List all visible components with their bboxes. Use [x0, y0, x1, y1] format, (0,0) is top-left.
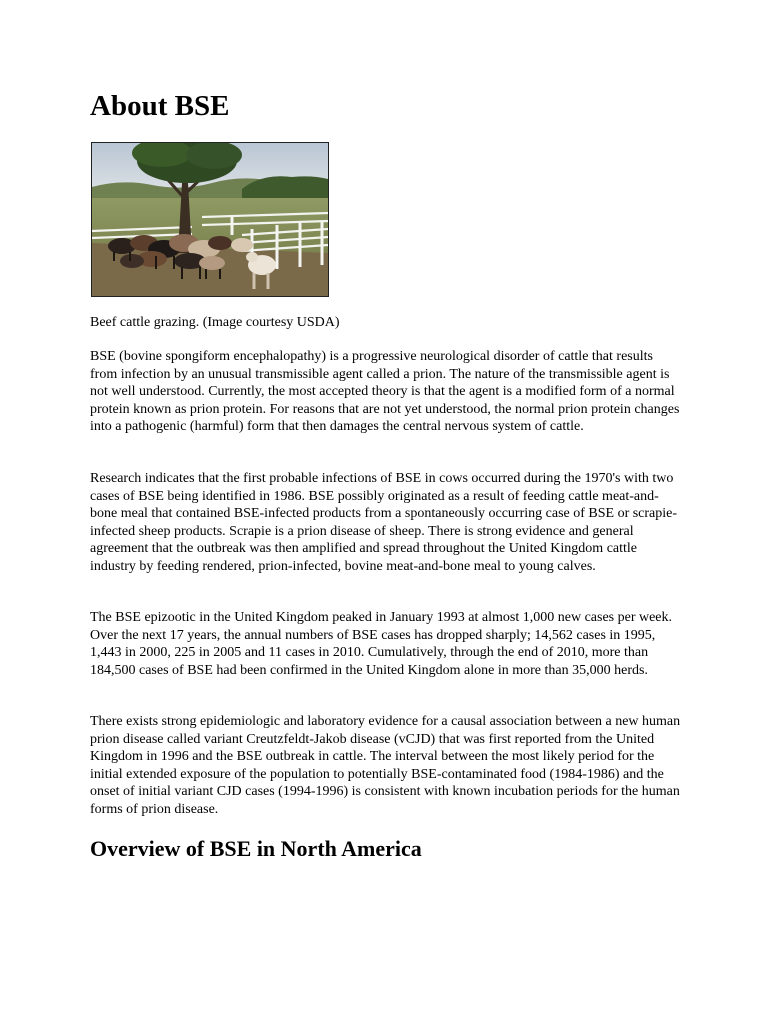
paragraph-uk-epizootic: The BSE epizootic in the United Kingdom peaked in January 1993 at almost 1,000 new cases per week. Over the next 17 years, the annual numbers of BSE cases has dropped sharply; 14,562 cases in 1995, 1,443 in 2000, 225 in 2005 and 11 cases in 2010. Cumulatively, through the end of 2010, more than 184,500 cases of BSE had been confirmed in the United Kingdom alone in more than 35,000 herds. — [90, 610, 673, 678]
cattle-grazing-photo — [91, 142, 329, 297]
paragraph-bse-origins: Research indicates that the first probable infections of BSE in cows occurred during the 1970's with two cases of BSE being identified in 1986. BSE possibly originated as a result of feeding cattle meat-and-bone meal that contained BSE-infected products from a spontaneously occurring case of BSE or scrapie-infected sheep products. Scrapie is a prion disease of sheep. There is strong evidence and general agreement that the outbreak was then amplified and spread throughout the United Kingdom cattle industry by feeding rendered, prion-infected, bovine meat-and-bone meal to young calves. — [90, 471, 678, 574]
page-title: About BSE — [90, 90, 230, 122]
section-heading: Overview of BSE in North America — [90, 836, 422, 861]
paragraph-bse-definition: BSE (bovine spongiform encephalopathy) is a progressive neurological disorder of cattle that results from infection by an unusual transmissible agent called a prion. The nature of the transmissible agent is not well understood. Currently, the most accepted theory is that the agent is a modified form of a normal protein known as prion protein. For reasons that are not yet understood, the normal prion protein changes into a pathogenic (harmful) form that then damages the central nervous system of cattle. — [90, 349, 680, 434]
paragraph-vcjd-association: There exists strong epidemiologic and laboratory evidence for a causal association between a new human prion disease called variant Creutzfeldt-Jakob disease (vCJD) that was first reported from the United Kingdom in 1996 and the BSE outbreak in cattle. The interval between the most likely period for the initial extended exposure of the population to potentially BSE-contaminated food (1984-1986) and the onset of initial variant CJD cases (1994-1996) is consistent with known incubation periods for the human forms of prion disease. — [90, 714, 681, 817]
image-caption: Beef cattle grazing. (Image courtesy USDA) — [90, 315, 340, 330]
